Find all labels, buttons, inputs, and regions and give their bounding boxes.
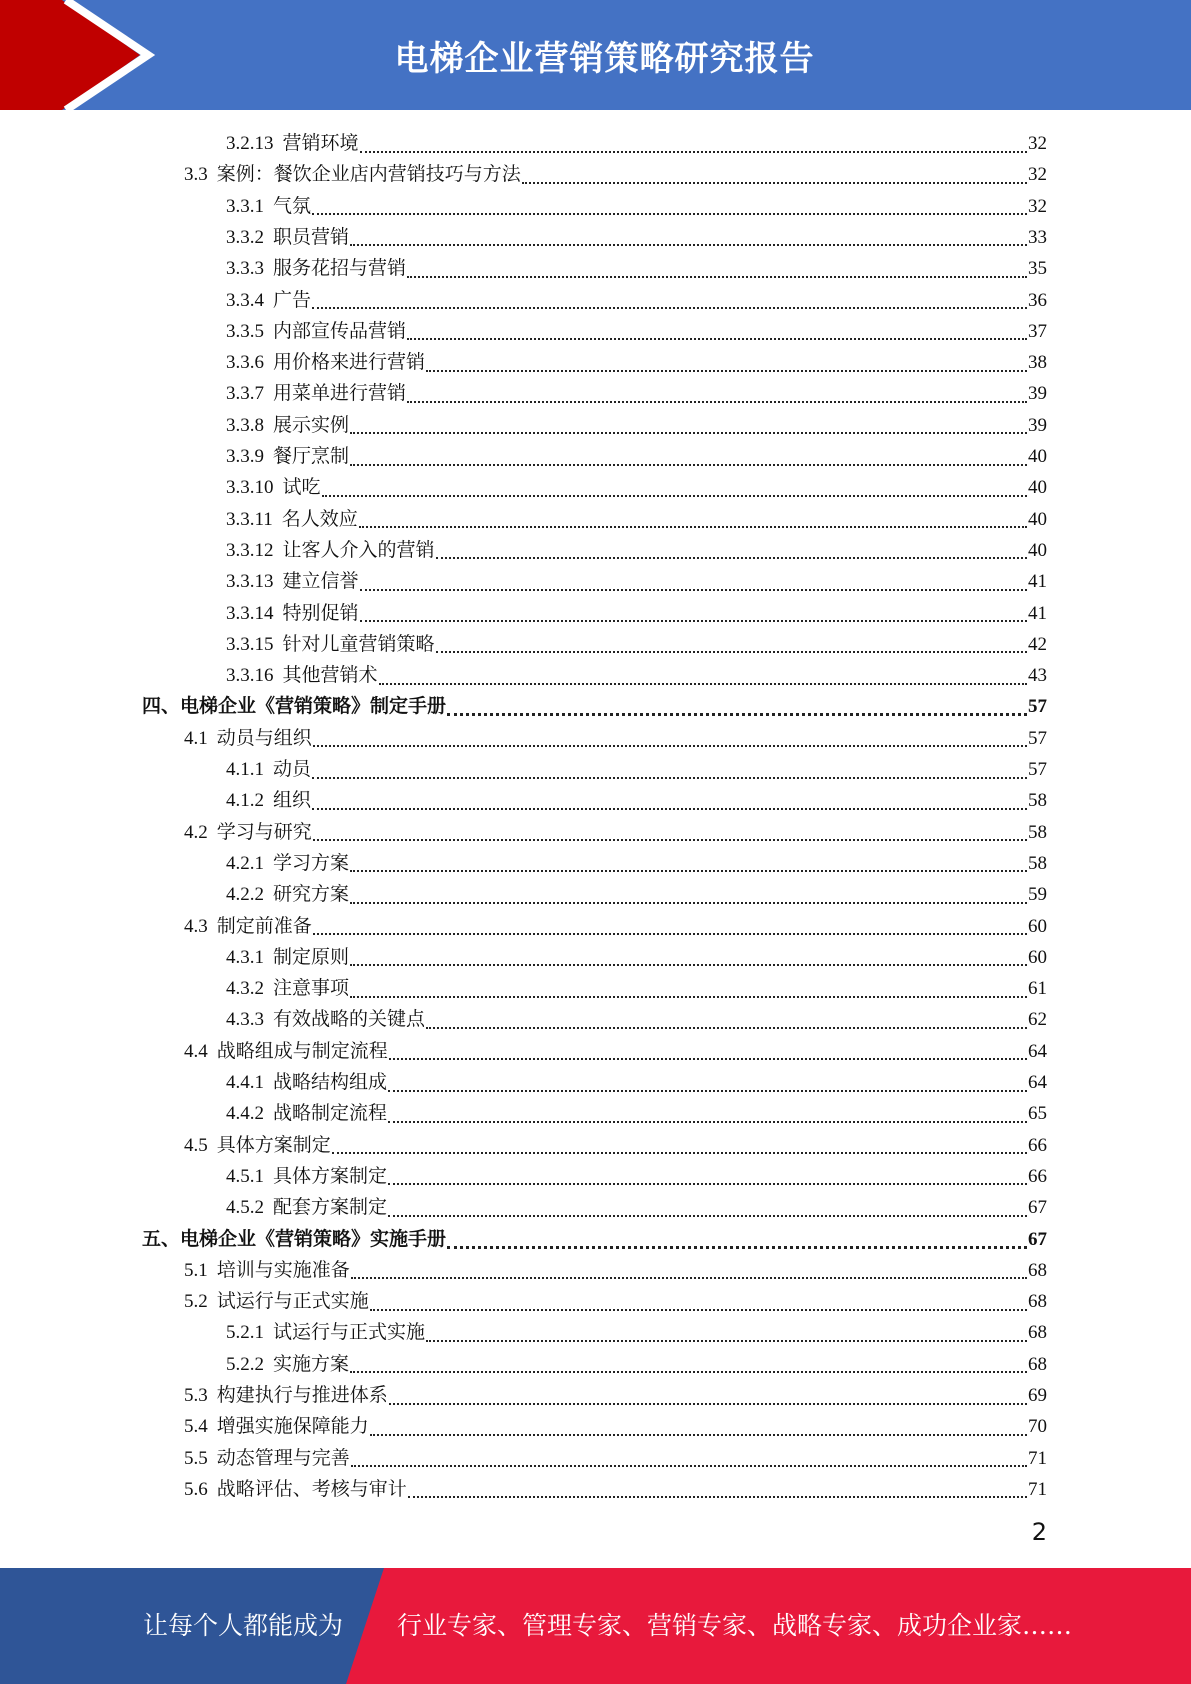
toc-entry-page: 68	[1028, 1353, 1047, 1375]
toc-entry[interactable]	[226, 222, 1047, 253]
toc-entry[interactable]	[226, 316, 1047, 347]
toc-entry-number: 3.3.6	[226, 352, 264, 374]
toc-entry-number: 3.2.13	[226, 133, 274, 154]
toc-entry-number: 4.3.1	[226, 946, 264, 968]
toc-entry-page: 43	[1028, 665, 1047, 687]
toc-entry-label: 配套方案制定	[273, 1197, 388, 1219]
toc-dot-leader	[360, 620, 1027, 622]
toc-dot-leader	[522, 182, 1027, 184]
toc-dot-leader	[312, 808, 1027, 810]
toc-entry-label: 广告	[273, 289, 312, 311]
toc-entry-title	[226, 1317, 425, 1348]
toc-dot-leader	[447, 713, 1027, 716]
toc-entry-page: 68	[1028, 1259, 1047, 1281]
toc-entry-title	[184, 1255, 350, 1286]
toc-entry-title	[226, 316, 406, 347]
toc-entry-label: 试吃	[282, 477, 321, 499]
toc-entry-label: 学习方案	[273, 852, 350, 874]
toc-entry-number: 5.2.1	[226, 1322, 264, 1344]
toc-entry-number: 四、	[142, 696, 181, 718]
toc-entry-page: 35	[1028, 258, 1047, 280]
toc-entry[interactable]	[226, 785, 1047, 816]
toc-entry-page: 60	[1028, 946, 1047, 968]
toc-entry[interactable]	[226, 441, 1047, 472]
toc-entry-number: 3.3.9	[226, 446, 264, 467]
toc-entry-number: 4.5.2	[226, 1197, 264, 1219]
toc-dot-leader	[388, 1121, 1027, 1123]
toc-dot-leader	[322, 495, 1027, 497]
toc-entry[interactable]	[142, 691, 1047, 722]
toc-entry-number: 4.1	[184, 727, 208, 749]
toc-dot-leader	[351, 1277, 1027, 1279]
footer-slogan-left: 让每个人都能成为	[143, 1611, 344, 1640]
toc-entry-title	[226, 1098, 387, 1129]
toc-entry-page: 41	[1028, 602, 1047, 624]
toc-dot-leader	[360, 589, 1027, 591]
toc-entry-page: 32	[1028, 133, 1047, 154]
toc-entry-title	[226, 598, 359, 629]
toc-entry-title	[184, 1286, 369, 1317]
toc-entry-page: 68	[1028, 1322, 1047, 1344]
toc-entry-label: 名人效应	[281, 508, 358, 530]
toc-entry-title	[184, 1036, 388, 1067]
toc-entry[interactable]	[184, 159, 1047, 190]
toc-entry-title	[226, 504, 358, 535]
toc-entry-label: 让客人介入的营销	[282, 539, 435, 561]
toc-entry-number: 4.5	[184, 1134, 208, 1156]
toc-entry-title	[226, 441, 349, 472]
toc-entry-label: 构建执行与推进体系	[216, 1385, 388, 1406]
toc-entry-label: 动员与组织	[216, 727, 312, 749]
toc-dot-leader	[370, 1434, 1027, 1436]
toc-entry-title	[226, 785, 311, 816]
toc-entry-number: 4.5.1	[226, 1165, 264, 1187]
toc-entry-title	[142, 1224, 446, 1255]
toc-dot-leader	[350, 464, 1027, 466]
toc-entry[interactable]	[226, 754, 1047, 785]
toc-entry-page: 70	[1028, 1416, 1047, 1438]
toc-entry[interactable]	[226, 598, 1047, 629]
toc-entry-number: 5.6	[184, 1478, 208, 1500]
toc-entry-page: 40	[1028, 446, 1047, 467]
toc-entry[interactable]	[226, 472, 1047, 503]
toc-entry-page: 57	[1028, 727, 1047, 749]
toc-entry[interactable]	[226, 1067, 1047, 1098]
toc-entry-title	[226, 848, 349, 879]
toc-dot-leader	[312, 213, 1027, 215]
toc-entry-number: 3.3.11	[226, 508, 273, 530]
toc-entry[interactable]	[184, 1286, 1047, 1317]
toc-entry-page: 67	[1028, 1197, 1047, 1219]
toc-entry-label: 营销环境	[282, 133, 359, 154]
toc-entry-title	[226, 378, 406, 409]
toc-entry-page: 64	[1028, 1040, 1047, 1062]
toc-dot-leader	[359, 526, 1027, 528]
toc-entry-page: 71	[1028, 1478, 1047, 1500]
toc-dot-leader	[379, 683, 1027, 685]
toc-entry-page: 32	[1028, 195, 1047, 217]
toc-entry[interactable]	[226, 1349, 1047, 1380]
toc-dot-leader	[370, 1309, 1027, 1311]
toc-entry[interactable]	[226, 629, 1047, 660]
toc-entry[interactable]	[184, 1036, 1047, 1067]
toc-entry-page: 68	[1028, 1291, 1047, 1313]
toc-entry-label: 针对儿童营销策略	[282, 633, 435, 655]
toc-entry-page: 40	[1028, 508, 1047, 530]
toc-entry-number: 4.2.2	[226, 884, 264, 906]
toc-dot-leader	[351, 1465, 1027, 1467]
toc-entry-page: 66	[1028, 1165, 1047, 1187]
toc-entry-label: 展示实例	[273, 414, 350, 436]
toc-dot-leader	[407, 338, 1027, 340]
toc-entry-page: 40	[1028, 477, 1047, 499]
toc-entry-label: 特别促销	[282, 602, 359, 624]
toc-entry-number: 4.3.2	[226, 978, 264, 1000]
toc-entry-page: 64	[1028, 1072, 1047, 1093]
toc-entry-number: 五、	[142, 1228, 181, 1250]
toc-entry-title	[226, 410, 349, 441]
toc-entry-number: 3.3.3	[226, 258, 264, 280]
toc-entry[interactable]	[184, 911, 1047, 942]
toc-entry-label: 有效战略的关键点	[273, 1009, 426, 1031]
toc-entry-number: 3.3.13	[226, 571, 274, 593]
toc-entry-page: 60	[1028, 915, 1047, 937]
toc-entry-number: 5.4	[184, 1416, 208, 1438]
toc-entry-title	[184, 1380, 388, 1411]
toc-entry[interactable]	[226, 973, 1047, 1004]
toc-entry-page: 57	[1028, 759, 1047, 780]
toc-entry[interactable]	[184, 1474, 1047, 1505]
toc-entry-number: 3.3.4	[226, 289, 264, 311]
toc-entry-label: 动员	[273, 759, 312, 780]
toc-dot-leader	[426, 370, 1027, 372]
toc-entry-number: 3.3.7	[226, 383, 264, 405]
toc-entry-number: 5.2	[184, 1291, 208, 1313]
toc-entry[interactable]	[226, 1317, 1047, 1348]
toc-entry-number: 4.4	[184, 1040, 208, 1062]
toc-entry-title	[184, 1411, 369, 1442]
toc-dot-leader	[350, 902, 1027, 904]
toc-entry-page: 39	[1028, 383, 1047, 405]
toc-entry-label: 用菜单进行营销	[273, 383, 407, 405]
toc-entry[interactable]	[184, 1255, 1047, 1286]
toc-dot-leader	[388, 1090, 1027, 1092]
toc-entry[interactable]	[226, 504, 1047, 535]
toc-entry-label: 培训与实施准备	[216, 1259, 350, 1281]
toc-dot-leader	[436, 651, 1027, 653]
toc-dot-leader	[350, 996, 1027, 998]
toc-entry-title	[226, 191, 311, 222]
page-footer	[0, 1568, 1191, 1684]
toc-dot-leader	[350, 244, 1027, 246]
toc-dot-leader	[447, 1246, 1027, 1249]
toc-dot-leader	[388, 1183, 1027, 1185]
toc-entry-number: 5.3	[184, 1385, 208, 1406]
toc-entry-title	[184, 911, 312, 942]
toc-entry-label: 电梯企业《营销策略》实施手册	[180, 1228, 447, 1250]
toc-entry-page: 67	[1028, 1228, 1047, 1250]
toc-entry[interactable]	[226, 942, 1047, 973]
toc-entry-page: 32	[1028, 164, 1047, 186]
toc-dot-leader	[408, 1496, 1027, 1498]
report-title: 电梯企业营销策略研究报告	[394, 38, 815, 79]
toc-entry-title	[226, 660, 378, 691]
toc-entry[interactable]	[184, 1443, 1047, 1474]
toc-entry-label: 气氛	[273, 195, 312, 217]
toc-dot-leader	[312, 307, 1027, 309]
toc-entry-label: 其他营销术	[282, 665, 378, 687]
toc-dot-leader	[313, 839, 1027, 841]
toc-entry[interactable]	[226, 1004, 1047, 1035]
toc-entry-title	[184, 1474, 407, 1505]
toc-entry[interactable]	[184, 817, 1047, 848]
toc-dot-leader	[350, 432, 1027, 434]
toc-entry-label: 注意事项	[273, 978, 350, 1000]
toc-entry-page: 69	[1028, 1385, 1047, 1406]
toc-entry-title	[226, 347, 425, 378]
toc-entry-page: 61	[1028, 978, 1047, 1000]
toc-entry[interactable]	[226, 347, 1047, 378]
page-number: 2	[1031, 1518, 1047, 1546]
toc-entry-label: 制定前准备	[216, 915, 312, 937]
toc-entry-page: 41	[1028, 571, 1047, 593]
toc-entry[interactable]	[226, 378, 1047, 409]
toc-entry-page: 39	[1028, 414, 1047, 436]
toc-entry[interactable]	[226, 191, 1047, 222]
toc-entry-label: 动态管理与完善	[216, 1447, 350, 1469]
toc-entry[interactable]	[226, 410, 1047, 441]
toc-entry-number: 3.3.10	[226, 477, 274, 499]
toc-entry-label: 服务花招与营销	[273, 258, 407, 280]
toc-entry[interactable]	[226, 848, 1047, 879]
toc-entry-number: 5.5	[184, 1447, 208, 1469]
toc-entry-number: 3.3.2	[226, 226, 264, 248]
toc-entry-label: 实施方案	[273, 1353, 350, 1375]
toc-entry[interactable]	[142, 1224, 1047, 1255]
toc-dot-leader	[436, 557, 1027, 559]
toc-dot-leader	[407, 276, 1027, 278]
toc-entry-page: 36	[1028, 289, 1047, 311]
toc-dot-leader	[313, 745, 1027, 747]
toc-entry-label: 研究方案	[273, 884, 350, 906]
toc-dot-leader	[388, 1215, 1027, 1217]
toc-dot-leader	[350, 870, 1027, 872]
toc-entry-page: 59	[1028, 884, 1047, 906]
page-header	[0, 0, 1191, 110]
toc-entry[interactable]	[226, 253, 1047, 284]
toc-entry-title	[226, 472, 321, 503]
toc-entry[interactable]	[226, 566, 1047, 597]
toc-entry-number: 3.3.8	[226, 414, 264, 436]
toc-entry[interactable]	[184, 723, 1047, 754]
toc-entry-title	[226, 754, 311, 785]
toc-entry[interactable]	[226, 1098, 1047, 1129]
toc-entry-number: 3.3.15	[226, 633, 274, 655]
toc-entry-title	[226, 535, 435, 566]
toc-entry-number: 4.1.2	[226, 790, 264, 812]
toc-entry-title	[226, 629, 435, 660]
toc-entry-number: 4.2.1	[226, 852, 264, 874]
toc-entry-label: 战略结构组成	[273, 1072, 388, 1093]
toc-entry-page: 57	[1028, 696, 1047, 718]
toc-entry[interactable]	[184, 1411, 1047, 1442]
toc-dot-leader	[350, 1371, 1027, 1373]
toc-entry-label: 制定原则	[273, 946, 350, 968]
toc-entry-page: 37	[1028, 320, 1047, 342]
toc-entry-title	[226, 1349, 349, 1380]
toc-entry-title	[226, 1067, 387, 1098]
toc-dot-leader	[426, 1027, 1027, 1029]
toc-entry-page: 58	[1028, 852, 1047, 874]
toc-entry[interactable]	[226, 285, 1047, 316]
toc-entry-page: 40	[1028, 539, 1047, 561]
toc-entry-title	[226, 1004, 425, 1035]
toc-entry-label: 试运行与正式实施	[273, 1322, 426, 1344]
toc-entry-title	[226, 1192, 387, 1223]
toc-entry[interactable]	[226, 535, 1047, 566]
toc-entry-label: 用价格来进行营销	[273, 352, 426, 374]
toc-dot-leader	[313, 933, 1027, 935]
toc-dot-leader	[389, 1058, 1027, 1060]
toc-dot-leader	[312, 777, 1027, 779]
toc-entry-label: 试运行与正式实施	[216, 1291, 369, 1313]
toc-entry-label: 战略组成与制定流程	[216, 1040, 388, 1062]
toc-entry-label: 餐厅烹制	[273, 446, 350, 467]
toc-dot-leader	[389, 1403, 1027, 1405]
toc-entry[interactable]	[226, 879, 1047, 910]
toc-entry-page: 38	[1028, 352, 1047, 374]
toc-entry-label: 战略制定流程	[273, 1103, 388, 1125]
toc-entry-number: 3.3.1	[226, 195, 264, 217]
toc-entry-label: 增强实施保障能力	[216, 1416, 369, 1438]
toc-entry-title	[184, 723, 312, 754]
toc-entry-label: 组织	[273, 790, 312, 812]
toc-entry-title	[184, 1130, 331, 1161]
toc-entry-page: 33	[1028, 226, 1047, 248]
toc-entry-title	[184, 817, 312, 848]
toc-entry[interactable]	[184, 1130, 1047, 1161]
toc-entry-label: 具体方案制定	[273, 1165, 388, 1187]
toc-entry-title	[184, 159, 521, 190]
toc-entry-title	[226, 1161, 387, 1192]
toc-dot-leader	[407, 401, 1027, 403]
toc-dot-leader	[350, 964, 1027, 966]
footer-slogan-right: 行业专家、管理专家、营销专家、战略专家、成功企业家……	[397, 1611, 1073, 1640]
toc-entry-number: 4.4.2	[226, 1103, 264, 1125]
toc-entry-number: 4.1.1	[226, 759, 264, 780]
toc-entry-title	[142, 691, 446, 722]
toc-entry-label: 战略评估、考核与审计	[216, 1478, 407, 1500]
toc-entry-number: 4.3.3	[226, 1009, 264, 1031]
toc-entry-number: 3.3.5	[226, 320, 264, 342]
toc-entry-label: 电梯企业《营销策略》制定手册	[180, 696, 447, 718]
toc-entry-label: 职员营销	[273, 226, 350, 248]
toc-entry-page: 65	[1028, 1103, 1047, 1125]
toc-entry[interactable]	[226, 660, 1047, 691]
toc-entry-title	[226, 942, 349, 973]
toc-entry-label: 案例：餐饮企业店内营销技巧与方法	[216, 164, 521, 186]
toc-dot-leader	[360, 151, 1027, 153]
toc-entry-page: 71	[1028, 1447, 1047, 1469]
toc-entry-number: 3.3.16	[226, 665, 274, 687]
toc-entry-title	[226, 128, 359, 159]
toc-entry-number: 3.3.14	[226, 602, 274, 624]
toc-entry-number: 4.3	[184, 915, 208, 937]
toc-entry[interactable]	[184, 1380, 1047, 1411]
toc-entry-number: 4.4.1	[226, 1072, 264, 1093]
toc-entry-label: 具体方案制定	[216, 1134, 331, 1156]
toc-entry-number: 5.2.2	[226, 1353, 264, 1375]
toc-entry-title	[226, 285, 311, 316]
toc-entry-title	[226, 222, 349, 253]
toc-entry-page: 58	[1028, 821, 1047, 843]
toc-entry[interactable]	[226, 128, 1047, 159]
toc-entry-title	[226, 253, 406, 284]
toc-entry-number: 4.2	[184, 821, 208, 843]
toc-entry-page: 58	[1028, 790, 1047, 812]
toc-entry-title	[226, 879, 349, 910]
toc-entry-label: 建立信誉	[282, 571, 359, 593]
toc-entry-page: 62	[1028, 1009, 1047, 1031]
toc-entry-label: 学习与研究	[216, 821, 312, 843]
toc-entry[interactable]	[226, 1192, 1047, 1223]
toc-entry-page: 66	[1028, 1134, 1047, 1156]
toc-entry-title	[226, 973, 349, 1004]
toc-entry-title	[184, 1443, 350, 1474]
toc-entry-number: 5.1	[184, 1259, 208, 1281]
toc-entry-title	[226, 566, 359, 597]
toc-entry[interactable]	[226, 1161, 1047, 1192]
toc-entry-number: 3.3	[184, 164, 208, 186]
toc-entry-label: 内部宣传品营销	[273, 320, 407, 342]
toc-dot-leader	[332, 1152, 1027, 1154]
toc-entry-page: 42	[1028, 633, 1047, 655]
toc-entry-number: 3.3.12	[226, 539, 274, 561]
toc-dot-leader	[426, 1340, 1027, 1342]
